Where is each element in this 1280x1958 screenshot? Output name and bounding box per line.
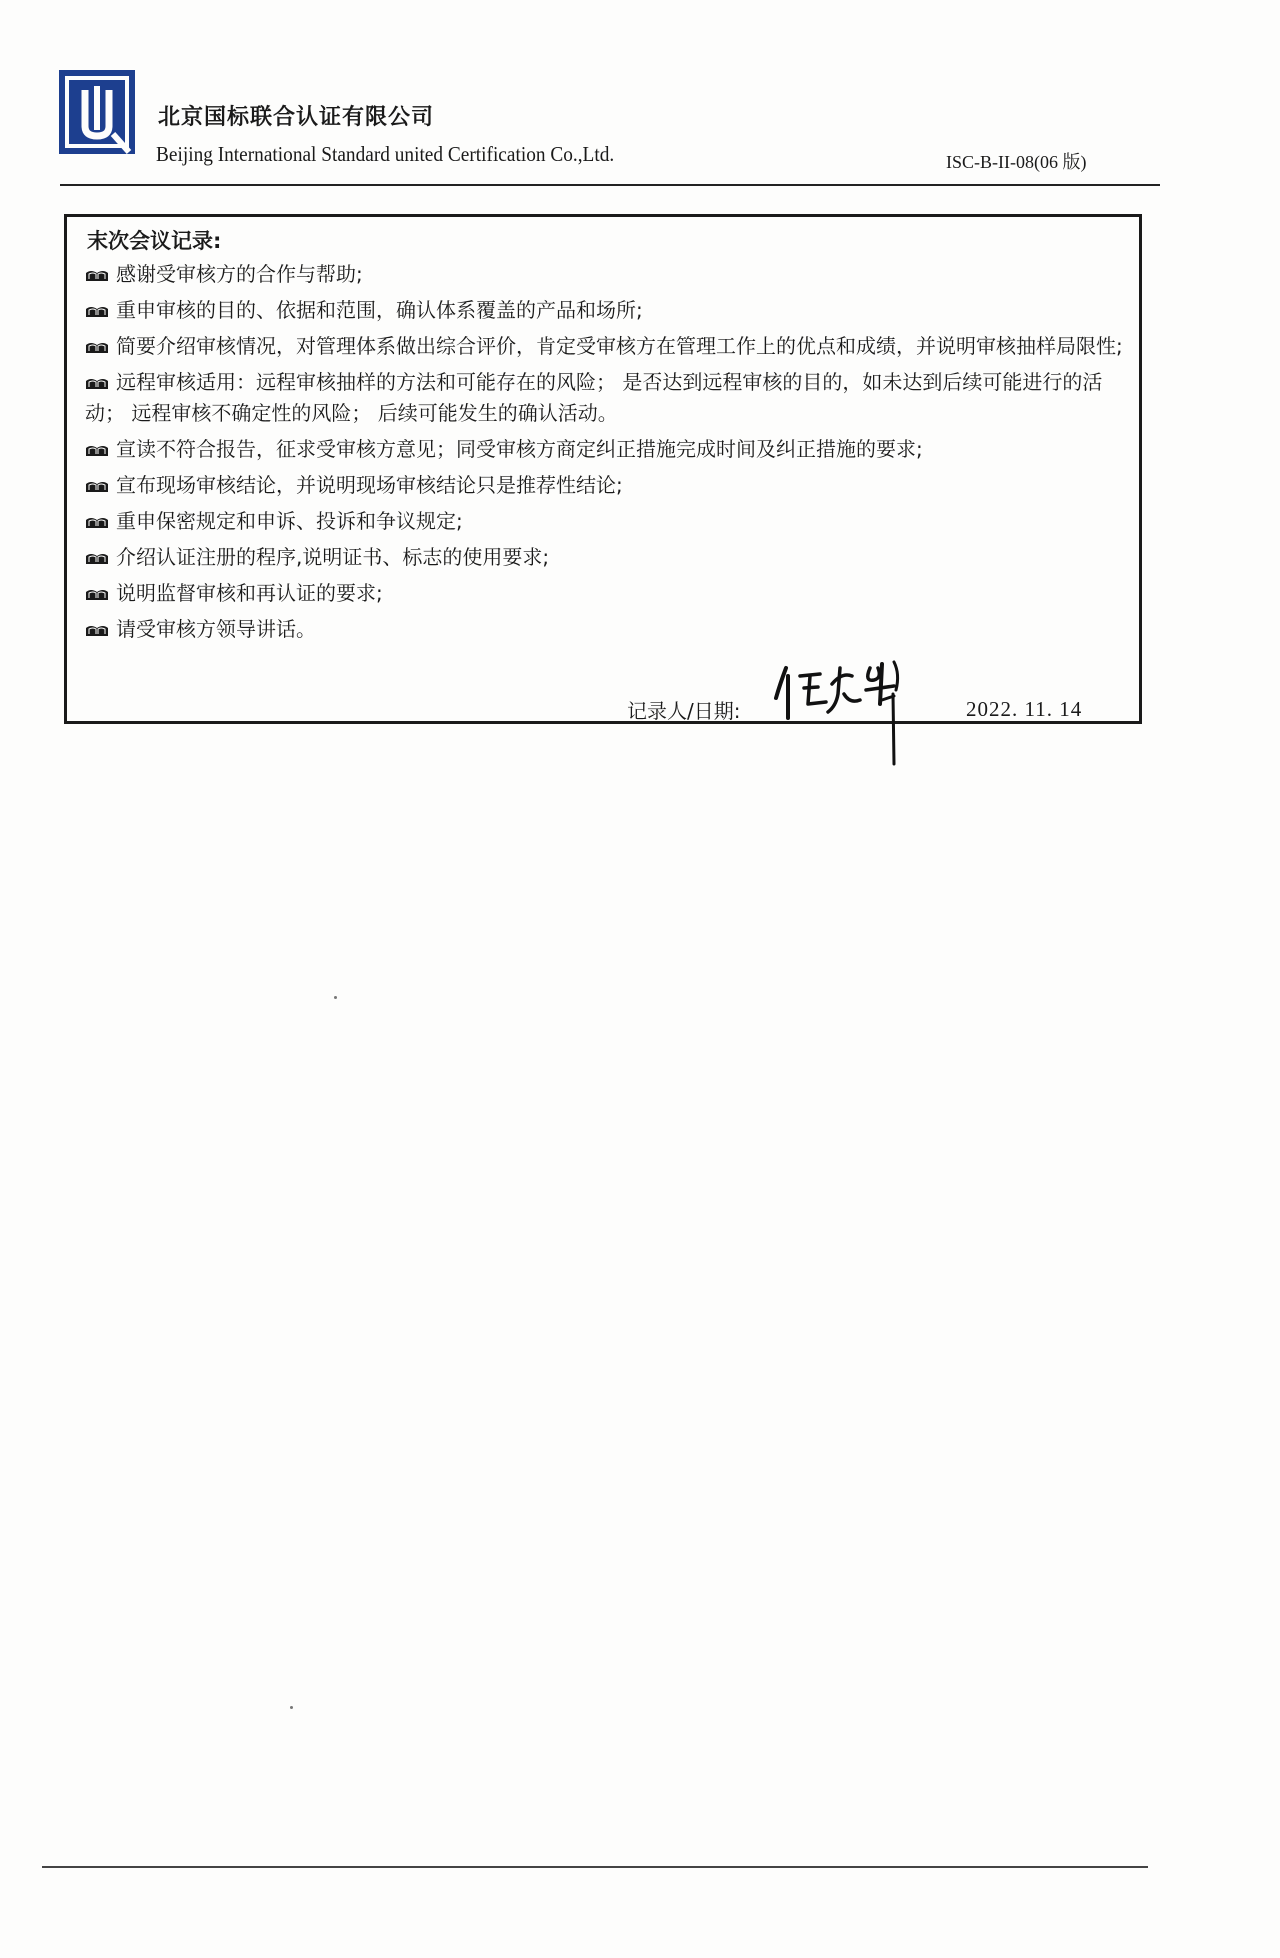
list-item — [85, 542, 1127, 573]
list-item — [85, 434, 1127, 465]
list-item — [85, 506, 1127, 537]
book-bullet-icon — [85, 551, 109, 565]
item-text: 请受审核方领导讲话。 — [116, 617, 316, 641]
item-text: 重申审核的目的、依据和范围，确认体系覆盖的产品和场所; — [116, 298, 643, 322]
footer-divider — [42, 1866, 1148, 1868]
scan-speck — [334, 996, 337, 999]
list-item — [85, 614, 1127, 645]
company-name-cn: 北京国标联合认证有限公司 — [158, 105, 435, 130]
book-bullet-icon — [85, 443, 109, 457]
company-name-en: Beijing International Standard united Certification Co.,Ltd. — [156, 142, 615, 166]
item-text: 简要介绍审核情况，对管理体系做出综合评价，肯定受审核方在管理工作上的优点和成绩，并说明审核抽样局限性; — [116, 334, 1123, 358]
document-code: ISC-B-II-08(06 版) — [946, 152, 1087, 172]
header-divider — [60, 184, 1160, 186]
book-bullet-icon — [85, 479, 109, 493]
handwritten-signature-icon — [770, 654, 920, 766]
list-item — [85, 470, 1127, 501]
book-bullet-icon — [85, 623, 109, 637]
item-text: 重申保密规定和申诉、投诉和争议规定; — [116, 509, 463, 533]
list-item — [85, 295, 1127, 326]
list-item — [85, 259, 1127, 290]
list-item — [85, 367, 1127, 429]
bisc-logo-icon — [57, 68, 139, 160]
book-bullet-icon — [85, 515, 109, 529]
scan-speck — [290, 1706, 293, 1709]
item-text: 感谢受审核方的合作与帮助; — [116, 262, 363, 286]
record-date: 2022. 11. 14 — [966, 697, 1083, 721]
item-text: 介绍认证注册的程序,说明证书、标志的使用要求; — [116, 545, 550, 569]
item-text: 远程审核适用：远程审核抽样的方法和可能存在的风险； 是否达到远程审核的目的，如未达到后续可能进行的活动； 远程审核不确定性的风险； 后续可能发生的确认活动。 — [85, 370, 1103, 425]
item-text: 说明监督审核和再认证的要求; — [116, 581, 383, 605]
section-title: 末次会议记录: — [87, 229, 222, 253]
book-bullet-icon — [85, 587, 109, 601]
meeting-record-box — [64, 214, 1142, 724]
meeting-items-list — [85, 259, 1127, 650]
list-item — [85, 578, 1127, 609]
book-bullet-icon — [85, 268, 109, 282]
book-bullet-icon — [85, 340, 109, 354]
book-bullet-icon — [85, 304, 109, 318]
item-text: 宣布现场审核结论，并说明现场审核结论只是推荐性结论; — [116, 473, 623, 497]
list-item — [85, 331, 1127, 362]
item-text: 宣读不符合报告，征求受审核方意见；同受审核方商定纠正措施完成时间及纠正措施的要求; — [116, 437, 923, 461]
book-bullet-icon — [85, 376, 109, 390]
recorder-label: 记录人/日期: — [627, 699, 741, 723]
